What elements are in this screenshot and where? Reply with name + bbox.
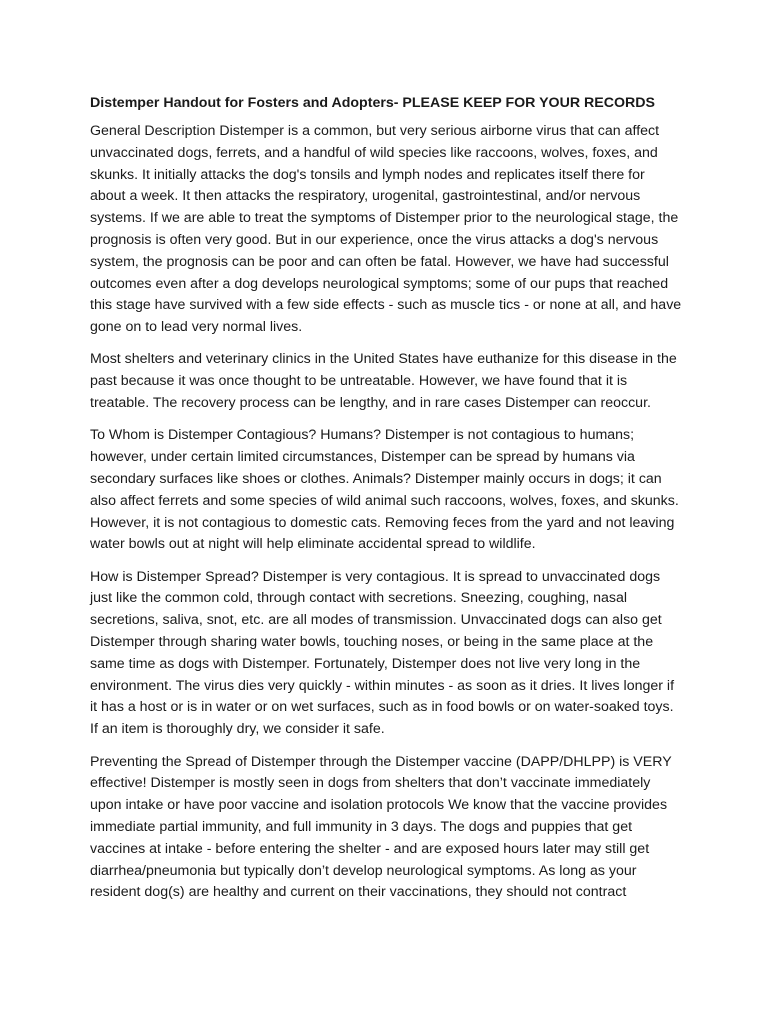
document-title: Distemper Handout for Fosters and Adopters- PLEASE KEEP FOR YOUR RECORDS: [90, 95, 655, 111]
paragraph-spread: How is Distemper Spread? Distemper is very contagious. It is spread to unvaccinated dogs just like the common cold, through contact with secretions. Sneezing, coughing, nasal secretions, saliva, snot, etc. are all modes of transmission. Unvaccinated dogs can also get Distemper through sharing water bowls, touching noses, or being in the same place at the same time as dogs with Distemper. Fortunately, Distemper does not live very long in the environment. The virus dies very quickly - within minutes - as soon as it dries. It lives longer if it has a host or is in water or on wet surfaces, such as in food bowls or on water-soaked toys. If an item is thoroughly dry, we consider it safe.: [90, 568, 675, 738]
paragraph-prevention: Preventing the Spread of Distemper through the Distemper vaccine (DAPP/DHLPP) is VERY effective! Distemper is mostly seen in dogs from shelters that don’t vaccinate immediately upon intake or have poor vaccine and isolation protocols We know that the vaccine provides immediate partial immunity, and full immunity in 3 days. The dogs and puppies that get vaccines at intake - before entering the shelter - and are exposed hours later may still get diarrhea/pneumonia but typically don’t develop neurological symptoms. As long as your resident dog(s) are healthy and current on their vaccinations, they should not contract: [90, 753, 672, 901]
document-page: [90, 94, 682, 915]
paragraph-contagious: To Whom is Distemper Contagious? Humans? Distemper is not contagious to humans; however, under certain limited circumstances, Distemper can be spread by humans via secondary surfaces like shoes or clothes. Animals? Distemper mainly occurs in dogs; it can also affect ferrets and some species of wild animal such raccoons, wolves, foxes, and skunks. However, it is not contagious to domestic cats. Removing feces from the yard and not leaving water bowls out at night will help eliminate accidental spread to wildlife.: [90, 427, 679, 553]
paragraph-treatability: Most shelters and veterinary clinics in the United States have euthanize for this disease in the past because it was once thought to be untreatable. However, we have found that it is treatable. The recovery process can be lengthy, and in rare cases Distemper can reoccur.: [90, 351, 677, 412]
paragraph-general-description: General Description Distemper is a common, but very serious airborne virus that can affect unvaccinated dogs, ferrets, and a handful of wild species like raccoons, wolves, foxes, and skunks. It initially attacks the dog's tonsils and lymph nodes and replicates itself there for about a week. It then attacks the respiratory, urogenital, gastrointestinal, and/or nervous systems. If we are able to treat the symptoms of Distemper prior to the neurological stage, the prognosis is often very good. But in our experience, once the virus attacks a dog's nervous system, the prognosis can be poor and can often be fatal. However, we have had successful outcomes even after a dog develops neurological symptoms; some of our pups that reached this stage have survived with a few side effects - such as muscle tics - or none at all, and have gone on to lead very normal lives.: [90, 123, 682, 336]
